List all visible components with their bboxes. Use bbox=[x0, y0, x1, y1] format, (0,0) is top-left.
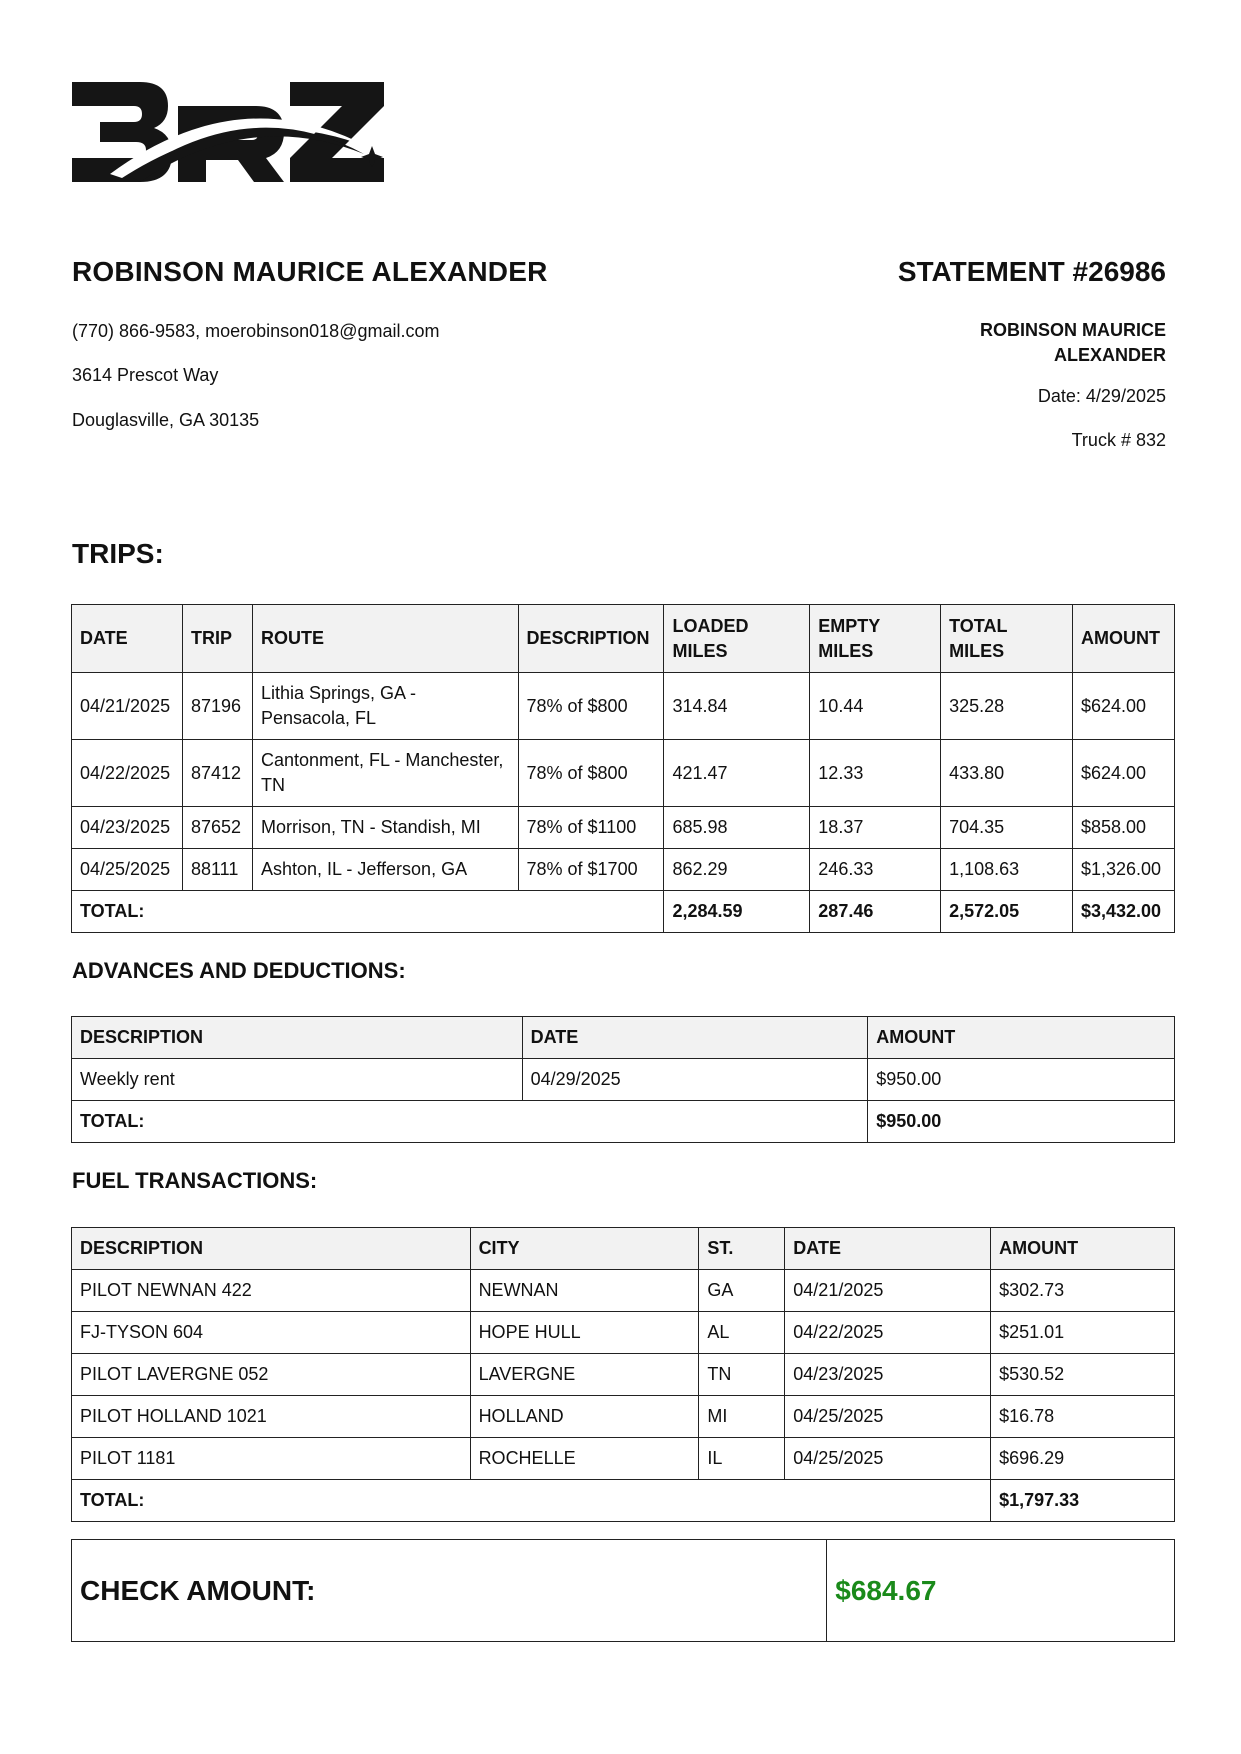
table-cell: $251.01 bbox=[991, 1312, 1175, 1354]
fuel-header-cell: ST. bbox=[699, 1228, 785, 1270]
trips-header-cell: DATE bbox=[72, 605, 183, 673]
company-logo bbox=[70, 78, 390, 190]
table-cell: PILOT LAVERGNE 052 bbox=[72, 1354, 471, 1396]
check-amount-row bbox=[72, 1540, 1175, 1642]
fuel-title: FUEL TRANSACTIONS: bbox=[72, 1168, 318, 1193]
table-cell: $858.00 bbox=[1072, 807, 1174, 849]
table-cell: 704.35 bbox=[941, 807, 1073, 849]
statement-name: ROBINSON MAURICE ALEXANDER bbox=[979, 320, 1166, 365]
trips-header-cell: TRIP bbox=[182, 605, 252, 673]
driver-address-line2: Douglasville, GA 30135 bbox=[72, 410, 260, 430]
trips-total-label: TOTAL: bbox=[72, 891, 664, 933]
table-cell: 10.44 bbox=[810, 673, 941, 740]
advances-header-cell: AMOUNT bbox=[868, 1017, 1175, 1059]
table-cell: ROCHELLE bbox=[470, 1438, 699, 1480]
table-cell: 18.37 bbox=[810, 807, 941, 849]
table-row bbox=[72, 1059, 1175, 1101]
table-row bbox=[72, 1354, 1175, 1396]
table-cell: Cantonment, FL - Manchester, TN bbox=[252, 740, 518, 807]
table-cell: 04/23/2025 bbox=[72, 807, 183, 849]
trips-table bbox=[71, 604, 1175, 933]
table-row bbox=[72, 673, 1175, 740]
table-cell: $624.00 bbox=[1072, 673, 1174, 740]
table-cell: 78% of $1100 bbox=[518, 807, 664, 849]
table-cell: 12.33 bbox=[810, 740, 941, 807]
trips-header-cell: AMOUNT bbox=[1072, 605, 1174, 673]
table-cell: 04/23/2025 bbox=[785, 1354, 991, 1396]
table-cell: 04/25/2025 bbox=[785, 1396, 991, 1438]
driver-contact: (770) 866-9583, moerobinson018@gmail.com bbox=[72, 321, 440, 341]
advances-header-cell: DATE bbox=[522, 1017, 868, 1059]
trips-header-cell: TOTAL MILES bbox=[941, 605, 1073, 673]
advances-total-amount: $950.00 bbox=[868, 1101, 1175, 1143]
table-cell: $16.78 bbox=[991, 1396, 1175, 1438]
fuel-table bbox=[71, 1227, 1175, 1522]
table-cell: 04/21/2025 bbox=[72, 673, 183, 740]
fuel-total-row bbox=[72, 1480, 1175, 1522]
table-row bbox=[72, 1396, 1175, 1438]
table-cell: 421.47 bbox=[664, 740, 810, 807]
table-row bbox=[72, 1312, 1175, 1354]
table-cell: Lithia Springs, GA - Pensacola, FL bbox=[252, 673, 518, 740]
table-cell: PILOT NEWNAN 422 bbox=[72, 1270, 471, 1312]
table-cell: Ashton, IL - Jefferson, GA bbox=[252, 849, 518, 891]
table-cell: 78% of $1700 bbox=[518, 849, 664, 891]
trips-header-cell: EMPTY MILES bbox=[810, 605, 941, 673]
table-row bbox=[72, 740, 1175, 807]
table-cell: 88111 bbox=[182, 849, 252, 891]
table-cell: IL bbox=[699, 1438, 785, 1480]
table-cell: 314.84 bbox=[664, 673, 810, 740]
fuel-total-label: TOTAL: bbox=[72, 1480, 991, 1522]
table-cell: LAVERGNE bbox=[470, 1354, 699, 1396]
trips-total-loaded: 2,284.59 bbox=[664, 891, 810, 933]
table-cell: 04/29/2025 bbox=[522, 1059, 868, 1101]
fuel-header-cell: DATE bbox=[785, 1228, 991, 1270]
statement-date: Date: 4/29/2025 bbox=[1037, 386, 1166, 406]
table-cell: 685.98 bbox=[664, 807, 810, 849]
fuel-total-amount: $1,797.33 bbox=[991, 1480, 1175, 1522]
trips-header-cell: ROUTE bbox=[252, 605, 518, 673]
table-cell: 04/22/2025 bbox=[785, 1312, 991, 1354]
table-cell: MI bbox=[699, 1396, 785, 1438]
advances-total-label: TOTAL: bbox=[72, 1101, 868, 1143]
advances-header-row bbox=[72, 1017, 1175, 1059]
table-cell: 04/25/2025 bbox=[72, 849, 183, 891]
trips-header-cell: DESCRIPTION bbox=[518, 605, 664, 673]
table-cell: AL bbox=[699, 1312, 785, 1354]
driver-address-line1: 3614 Prescot Way bbox=[72, 365, 219, 385]
table-row bbox=[72, 807, 1175, 849]
fuel-header-row bbox=[72, 1228, 1175, 1270]
trips-header-row bbox=[72, 605, 1175, 673]
table-row bbox=[72, 1270, 1175, 1312]
table-cell: HOPE HULL bbox=[470, 1312, 699, 1354]
trips-title: TRIPS: bbox=[72, 538, 164, 569]
table-cell: $530.52 bbox=[991, 1354, 1175, 1396]
trips-total-row bbox=[72, 891, 1175, 933]
table-row bbox=[72, 849, 1175, 891]
table-row bbox=[72, 1438, 1175, 1480]
table-cell: 04/25/2025 bbox=[785, 1438, 991, 1480]
table-cell: GA bbox=[699, 1270, 785, 1312]
table-cell: PILOT 1181 bbox=[72, 1438, 471, 1480]
table-cell: 78% of $800 bbox=[518, 740, 664, 807]
table-cell: $950.00 bbox=[868, 1059, 1175, 1101]
advances-header-cell: DESCRIPTION bbox=[72, 1017, 523, 1059]
table-cell: 325.28 bbox=[941, 673, 1073, 740]
advances-title: ADVANCES AND DEDUCTIONS: bbox=[72, 958, 406, 983]
table-cell: 87412 bbox=[182, 740, 252, 807]
table-cell: 04/22/2025 bbox=[72, 740, 183, 807]
table-cell: TN bbox=[699, 1354, 785, 1396]
table-cell: NEWNAN bbox=[470, 1270, 699, 1312]
table-cell: 04/21/2025 bbox=[785, 1270, 991, 1312]
table-cell: 433.80 bbox=[941, 740, 1073, 807]
table-cell: $302.73 bbox=[991, 1270, 1175, 1312]
advances-table bbox=[71, 1016, 1175, 1143]
statement-info bbox=[746, 254, 1166, 450]
fuel-header-cell: DESCRIPTION bbox=[72, 1228, 471, 1270]
check-amount-table bbox=[71, 1539, 1175, 1642]
table-cell: Morrison, TN - Standish, MI bbox=[252, 807, 518, 849]
table-cell: 78% of $800 bbox=[518, 673, 664, 740]
table-cell: $1,326.00 bbox=[1072, 849, 1174, 891]
trips-total-miles: 2,572.05 bbox=[941, 891, 1073, 933]
advances-total-row bbox=[72, 1101, 1175, 1143]
table-cell: 246.33 bbox=[810, 849, 941, 891]
table-cell: FJ-TYSON 604 bbox=[72, 1312, 471, 1354]
table-cell: $696.29 bbox=[991, 1438, 1175, 1480]
fuel-header-cell: CITY bbox=[470, 1228, 699, 1270]
trips-total-empty: 287.46 bbox=[810, 891, 941, 933]
check-amount-value: $684.67 bbox=[827, 1540, 1175, 1642]
trips-total-amount: $3,432.00 bbox=[1072, 891, 1174, 933]
statement-title: STATEMENT #26986 bbox=[897, 256, 1166, 287]
table-cell: 862.29 bbox=[664, 849, 810, 891]
table-cell: 87196 bbox=[182, 673, 252, 740]
table-cell: 1,108.63 bbox=[941, 849, 1073, 891]
table-cell: PILOT HOLLAND 1021 bbox=[72, 1396, 471, 1438]
statement-truck: Truck # 832 bbox=[1071, 430, 1166, 450]
fuel-header-cell: AMOUNT bbox=[991, 1228, 1175, 1270]
table-cell: Weekly rent bbox=[72, 1059, 523, 1101]
driver-name: ROBINSON MAURICE ALEXANDER bbox=[72, 256, 548, 287]
table-cell: HOLLAND bbox=[470, 1396, 699, 1438]
trips-header-cell: LOADED MILES bbox=[664, 605, 810, 673]
driver-info bbox=[72, 254, 672, 430]
check-amount-label: CHECK AMOUNT: bbox=[72, 1540, 827, 1642]
table-cell: 87652 bbox=[182, 807, 252, 849]
table-cell: $624.00 bbox=[1072, 740, 1174, 807]
